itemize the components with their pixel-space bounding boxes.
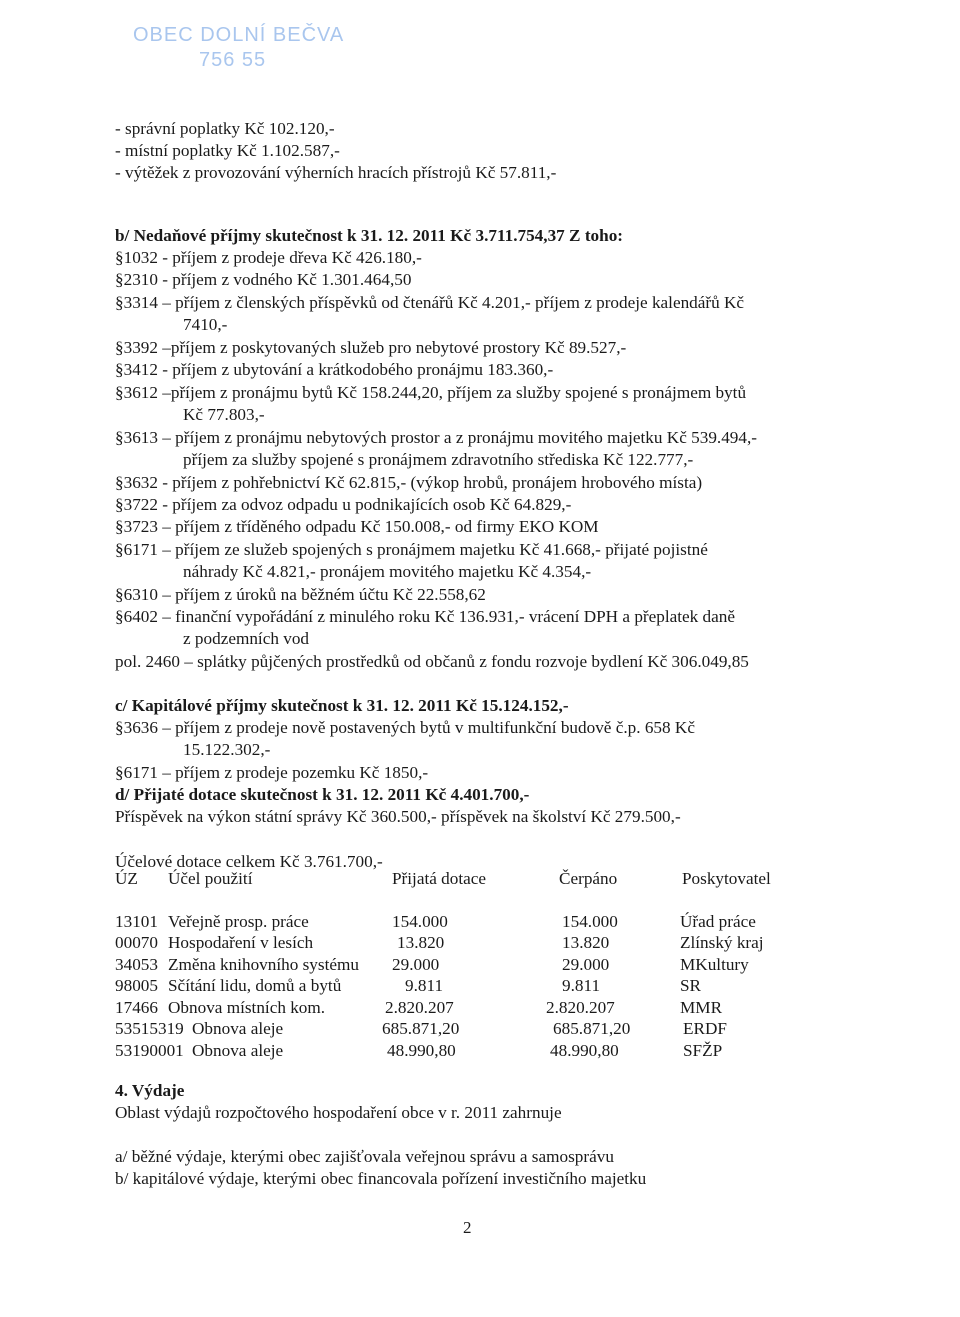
table-cell: 53515319 — [115, 1019, 184, 1038]
text-line: - výtěžek z provozování výherních hracích přístrojů Kč 57.811,- — [115, 163, 557, 182]
text-line: §3636 – příjem z prodeje nově postavených bytů v multifunkční budově č.p. 658 Kč — [115, 718, 695, 737]
table-cell: MMR — [680, 998, 723, 1017]
text-line: náhrady Kč 4.821,- pronájem movitého majetku Kč 4.354,- — [183, 562, 592, 581]
table-cell: Úřad práce — [680, 912, 756, 931]
table-cell: 29.000 — [392, 955, 440, 974]
section-heading: d/ Přijaté dotace skutečnost k 31. 12. 2011 Kč 4.401.700,- — [115, 785, 530, 804]
text-line: 15.122.302,- — [183, 740, 271, 759]
table-cell: 9.811 — [562, 976, 601, 995]
text-line: pol. 2460 – splátky půjčených prostředků od občanů z fondu rozvoje bydlení Kč 306.049,85 — [115, 652, 749, 671]
table-cell: 48.990,80 — [550, 1041, 619, 1060]
text-line: §6171 – příjem ze služeb spojených s pronájmem majetku Kč 41.668,- přijaté pojistné — [115, 540, 708, 559]
table-cell: Veřejně prosp. práce — [168, 912, 309, 931]
text-line: §6402 – finanční vypořádání z minulého roku Kč 136.931,- vrácení DPH a přeplatek daně — [115, 607, 736, 626]
table-cell: SR — [680, 976, 702, 995]
section-heading: b/ Nedaňové příjmy skutečnost k 31. 12. 2011 Kč 3.711.754,37 Z toho: — [115, 226, 624, 245]
text-line: 7410,- — [183, 315, 228, 334]
table-cell: 48.990,80 — [387, 1041, 456, 1060]
text-line: z podzemních vod — [183, 629, 310, 648]
section-heading: 4. Výdaje — [115, 1081, 185, 1100]
text-line: - místní poplatky Kč 1.102.587,- — [115, 141, 340, 160]
text-line: §3612 –příjem z pronájmu bytů Kč 158.244,20, příjem za služby spojené s pronájmem bytů — [115, 383, 747, 402]
text-line: §3722 - příjem za odvoz odpadu u podnikajících osob Kč 64.829,- — [115, 495, 572, 514]
table-cell: Změna knihovního systému — [168, 955, 359, 974]
text-line: §1032 - příjem z prodeje dřeva Kč 426.180,- — [115, 248, 422, 267]
text-line: Kč 77.803,- — [183, 405, 265, 424]
table-cell: 154.000 — [562, 912, 618, 931]
table-cell: 154.000 — [392, 912, 448, 931]
municipality-stamp — [133, 24, 344, 72]
table-cell: Obnova místních kom. — [168, 998, 326, 1017]
table-header-cell: Přijatá dotace — [392, 869, 487, 888]
table-cell: 00070 — [115, 933, 158, 952]
table-cell: ERDF — [683, 1019, 727, 1038]
text-line: §3613 – příjem z pronájmu nebytových prostor a z pronájmu movitého majetku Kč 539.494,- — [115, 428, 758, 447]
table-header-cell: Účel použití — [168, 869, 253, 888]
table-cell: 2.820.207 — [546, 998, 615, 1017]
text-line: a/ běžné výdaje, kterými obec zajišťovala veřejnou správu a samosprávu — [115, 1147, 614, 1166]
table-cell: 53190001 — [115, 1041, 184, 1060]
table-cell: 13.820 — [397, 933, 445, 952]
table-cell: 9.811 — [405, 976, 444, 995]
text-line: Oblast výdajů rozpočtového hospodaření obce v r. 2011 zahrnuje — [115, 1103, 562, 1122]
text-line: §6310 – příjem z úroků na běžném účtu Kč 22.558,62 — [115, 585, 486, 604]
table-cell: MKultury — [680, 955, 749, 974]
table-cell: Obnova aleje — [192, 1041, 284, 1060]
table-cell: 98005 — [115, 976, 158, 995]
table-cell: Sčítání lidu, domů a bytů — [168, 976, 342, 995]
text-line: §3632 - příjem z pohřebnictví Kč 62.815,- (výkop hrobů, pronájem hrobového místa) — [115, 473, 703, 492]
text-line: §3314 – příjem z členských příspěvků od čtenářů Kč 4.201,- příjem z prodeje kalendářů Kč — [115, 293, 745, 312]
table-cell: 2.820.207 — [385, 998, 454, 1017]
table-cell: Obnova aleje — [192, 1019, 284, 1038]
text-line: Příspěvek na výkon státní správy Kč 360.500,- příspěvek na školství Kč 279.500,- — [115, 807, 681, 826]
text-line: Účelové dotace celkem Kč 3.761.700,- — [115, 852, 383, 871]
stamp-line-municipality: OBEC DOLNÍ BEČVA — [133, 24, 345, 46]
text-line: §3723 – příjem z tříděného odpadu Kč 150.008,- od firmy EKO KOM — [115, 517, 599, 536]
table-header-cell: ÚZ — [115, 869, 138, 888]
table-cell: 685.871,20 — [382, 1019, 460, 1038]
table-header-cell: Poskytovatel — [682, 869, 771, 888]
table-cell: 34053 — [115, 955, 158, 974]
section-heading: c/ Kapitálové příjmy skutečnost k 31. 12. 2011 Kč 15.124.152,- — [115, 696, 569, 715]
table-cell: 17466 — [115, 998, 158, 1017]
text-line: §6171 – příjem z prodeje pozemku Kč 1850,- — [115, 763, 429, 782]
table-cell: SFŽP — [683, 1041, 723, 1060]
text-line: b/ kapitálové výdaje, kterými obec financovala pořízení investičního majetku — [115, 1169, 647, 1188]
text-line: §3392 –příjem z poskytovaných služeb pro nebytové prostory Kč 89.527,- — [115, 338, 627, 357]
table-cell: Zlínský kraj — [680, 933, 764, 952]
text-line: §3412 - příjem z ubytování a krátkodobého pronájmu 183.360,- — [115, 360, 554, 379]
text-line: příjem za služby spojené s pronájmem zdravotního střediska Kč 122.777,- — [183, 450, 694, 469]
table-cell: 29.000 — [562, 955, 610, 974]
table-cell: 13101 — [115, 912, 158, 931]
text-line: - správní poplatky Kč 102.120,- — [115, 119, 335, 138]
table-cell: 13.820 — [562, 933, 610, 952]
text-line: §2310 - příjem z vodného Kč 1.301.464,50 — [115, 270, 412, 289]
table-cell: Hospodaření v lesích — [168, 933, 314, 952]
table-header-cell: Čerpáno — [559, 869, 618, 888]
stamp-line-postcode: 756 55 — [199, 49, 267, 71]
page-number: 2 — [463, 1218, 472, 1237]
table-cell: 685.871,20 — [553, 1019, 631, 1038]
